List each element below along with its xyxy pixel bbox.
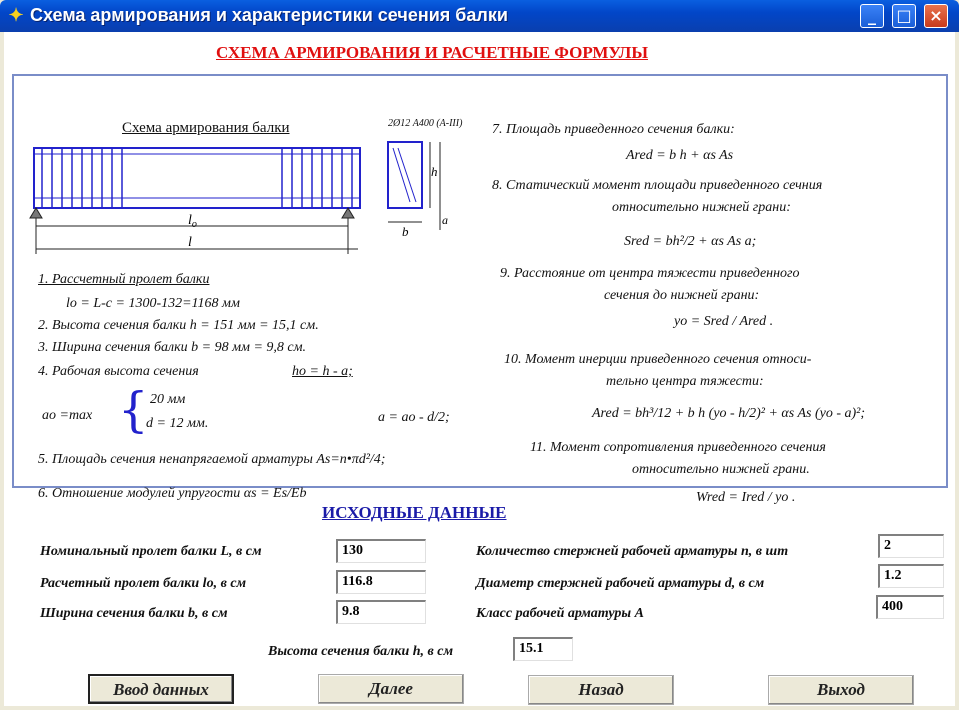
formula-2: 2. Высота сечения балки h = 151 мм = 15,1 см. — [38, 318, 319, 333]
bar-diameter-input[interactable]: 1.2 — [878, 564, 944, 588]
length-L-input[interactable]: 130 — [336, 539, 426, 563]
minimize-button[interactable]: _ — [860, 4, 884, 28]
next-button[interactable]: Далее — [318, 674, 464, 704]
width-b-label: Ширина сечения балки b, в см — [40, 606, 228, 621]
formula-1-eq: lо = L-c = 1300-132=1168 мм — [66, 296, 240, 311]
formula-8-line1: 8. Статический момент площади приведенного сечния — [492, 178, 823, 193]
height-h-label: Высота сечения балки h, в см — [268, 644, 454, 659]
formula-4: 4. Рабочая высота сечения — [38, 364, 199, 379]
title-bar — [0, 0, 959, 32]
rebar-class-label: Класс рабочей арматуры А — [476, 606, 644, 621]
formula-9-line1: 9. Расстояние от центра тяжести приведенного — [500, 266, 800, 281]
dim-l-label: l — [188, 235, 192, 250]
bar-diameter-label: Диаметр стержней рабочей арматуры d, в см — [476, 576, 765, 591]
formula-1-title: 1. Рассчетный пролет балки — [38, 272, 210, 287]
close-button[interactable]: × — [924, 4, 948, 28]
rebar-note: 2Ø12 А400 (А-III) — [388, 118, 463, 129]
formula-9-eq: yо = Sred / Ared . — [674, 314, 774, 329]
svg-text:lо — [188, 213, 197, 230]
dim-b-label: b — [402, 224, 409, 239]
formula-11-line1: 11. Момент сопротивления приведенного сечения — [530, 440, 826, 455]
dim-lo-subscript: о — [191, 219, 197, 230]
maximize-button[interactable]: □ — [892, 4, 916, 28]
dim-a-label: a — [442, 213, 448, 227]
a0-option-1: 20 мм — [150, 392, 186, 407]
formula-7-eq: Ared = b h + αs As — [626, 148, 734, 163]
section-title-input: ИСХОДНЫЕ ДАННЫЕ — [322, 503, 507, 522]
bars-count-input[interactable]: 2 — [878, 534, 944, 558]
formula-10-eq: Ared = bh³/12 + b h (yо - h/2)² + αs As (yо - a)²; — [592, 406, 866, 421]
formula-11-eq: Wred = Ired / yо . — [696, 490, 796, 505]
scheme-panel — [12, 74, 948, 505]
cross-section-diagram — [382, 130, 472, 245]
rebar-class-input[interactable]: 400 — [876, 595, 944, 619]
formula-4-eq: hо = h - a; — [292, 364, 353, 379]
formula-11-line2: относительно нижней грани. — [632, 462, 810, 477]
app-icon: ✦ — [8, 5, 24, 26]
back-button[interactable]: Назад — [528, 675, 674, 705]
formula-6: 6. Отношение модулей упругости αs = Es/Eb — [38, 486, 307, 501]
formula-7: 7. Площадь приведенного сечения балки: — [492, 122, 735, 137]
length-L-label: Номинальный пролет балки L, в см — [40, 544, 262, 559]
formula-3: 3. Ширина сечения балки b = 98 мм = 9,8 см. — [38, 340, 307, 355]
dim-lo-label: l — [188, 213, 192, 228]
height-h-input[interactable]: 15.1 — [513, 637, 573, 661]
exit-button[interactable]: Выход — [768, 675, 914, 705]
window-content — [4, 32, 955, 706]
formula-10-line1: 10. Момент инерции приведенного сечения относи- — [504, 352, 812, 367]
dim-h-label: h — [431, 164, 438, 179]
brace: { — [118, 382, 149, 438]
formula-8-eq: Sred = bh²/2 + αs As a; — [624, 234, 757, 249]
window-title: Схема армирования и характеристики сечения балки — [30, 5, 508, 25]
formula-10-line2: тельно центра тяжести: — [606, 374, 764, 389]
formula-9-line2: сечения до нижней грани: — [604, 288, 760, 303]
width-b-input[interactable]: 9.8 — [336, 600, 426, 624]
beam-diagram — [28, 146, 373, 266]
formula-8-line2: относительно нижней грани: — [612, 200, 791, 215]
section-title-scheme: СХЕМА АРМИРОВАНИЯ И РАСЧЕТНЫЕ ФОРМУЛЫ — [216, 43, 649, 62]
a0-max-label: aо =max — [42, 408, 93, 423]
diagram-title: Схема армирования балки — [122, 120, 290, 136]
enter-data-button[interactable]: Ввод данных — [88, 674, 234, 704]
a0-option-2: d = 12 мм. — [146, 416, 209, 431]
formula-5: 5. Площадь сечения ненапрягаемой арматуры As=n•πd²/4; — [38, 452, 386, 467]
span-lo-input[interactable]: 116.8 — [336, 570, 426, 594]
bars-count-label: Количество стержней рабочей арматуры n, в шт — [476, 544, 789, 559]
span-lo-label: Расчетный пролет балки lo, в см — [40, 576, 247, 591]
a-eq: a = aо - d/2; — [378, 410, 450, 425]
